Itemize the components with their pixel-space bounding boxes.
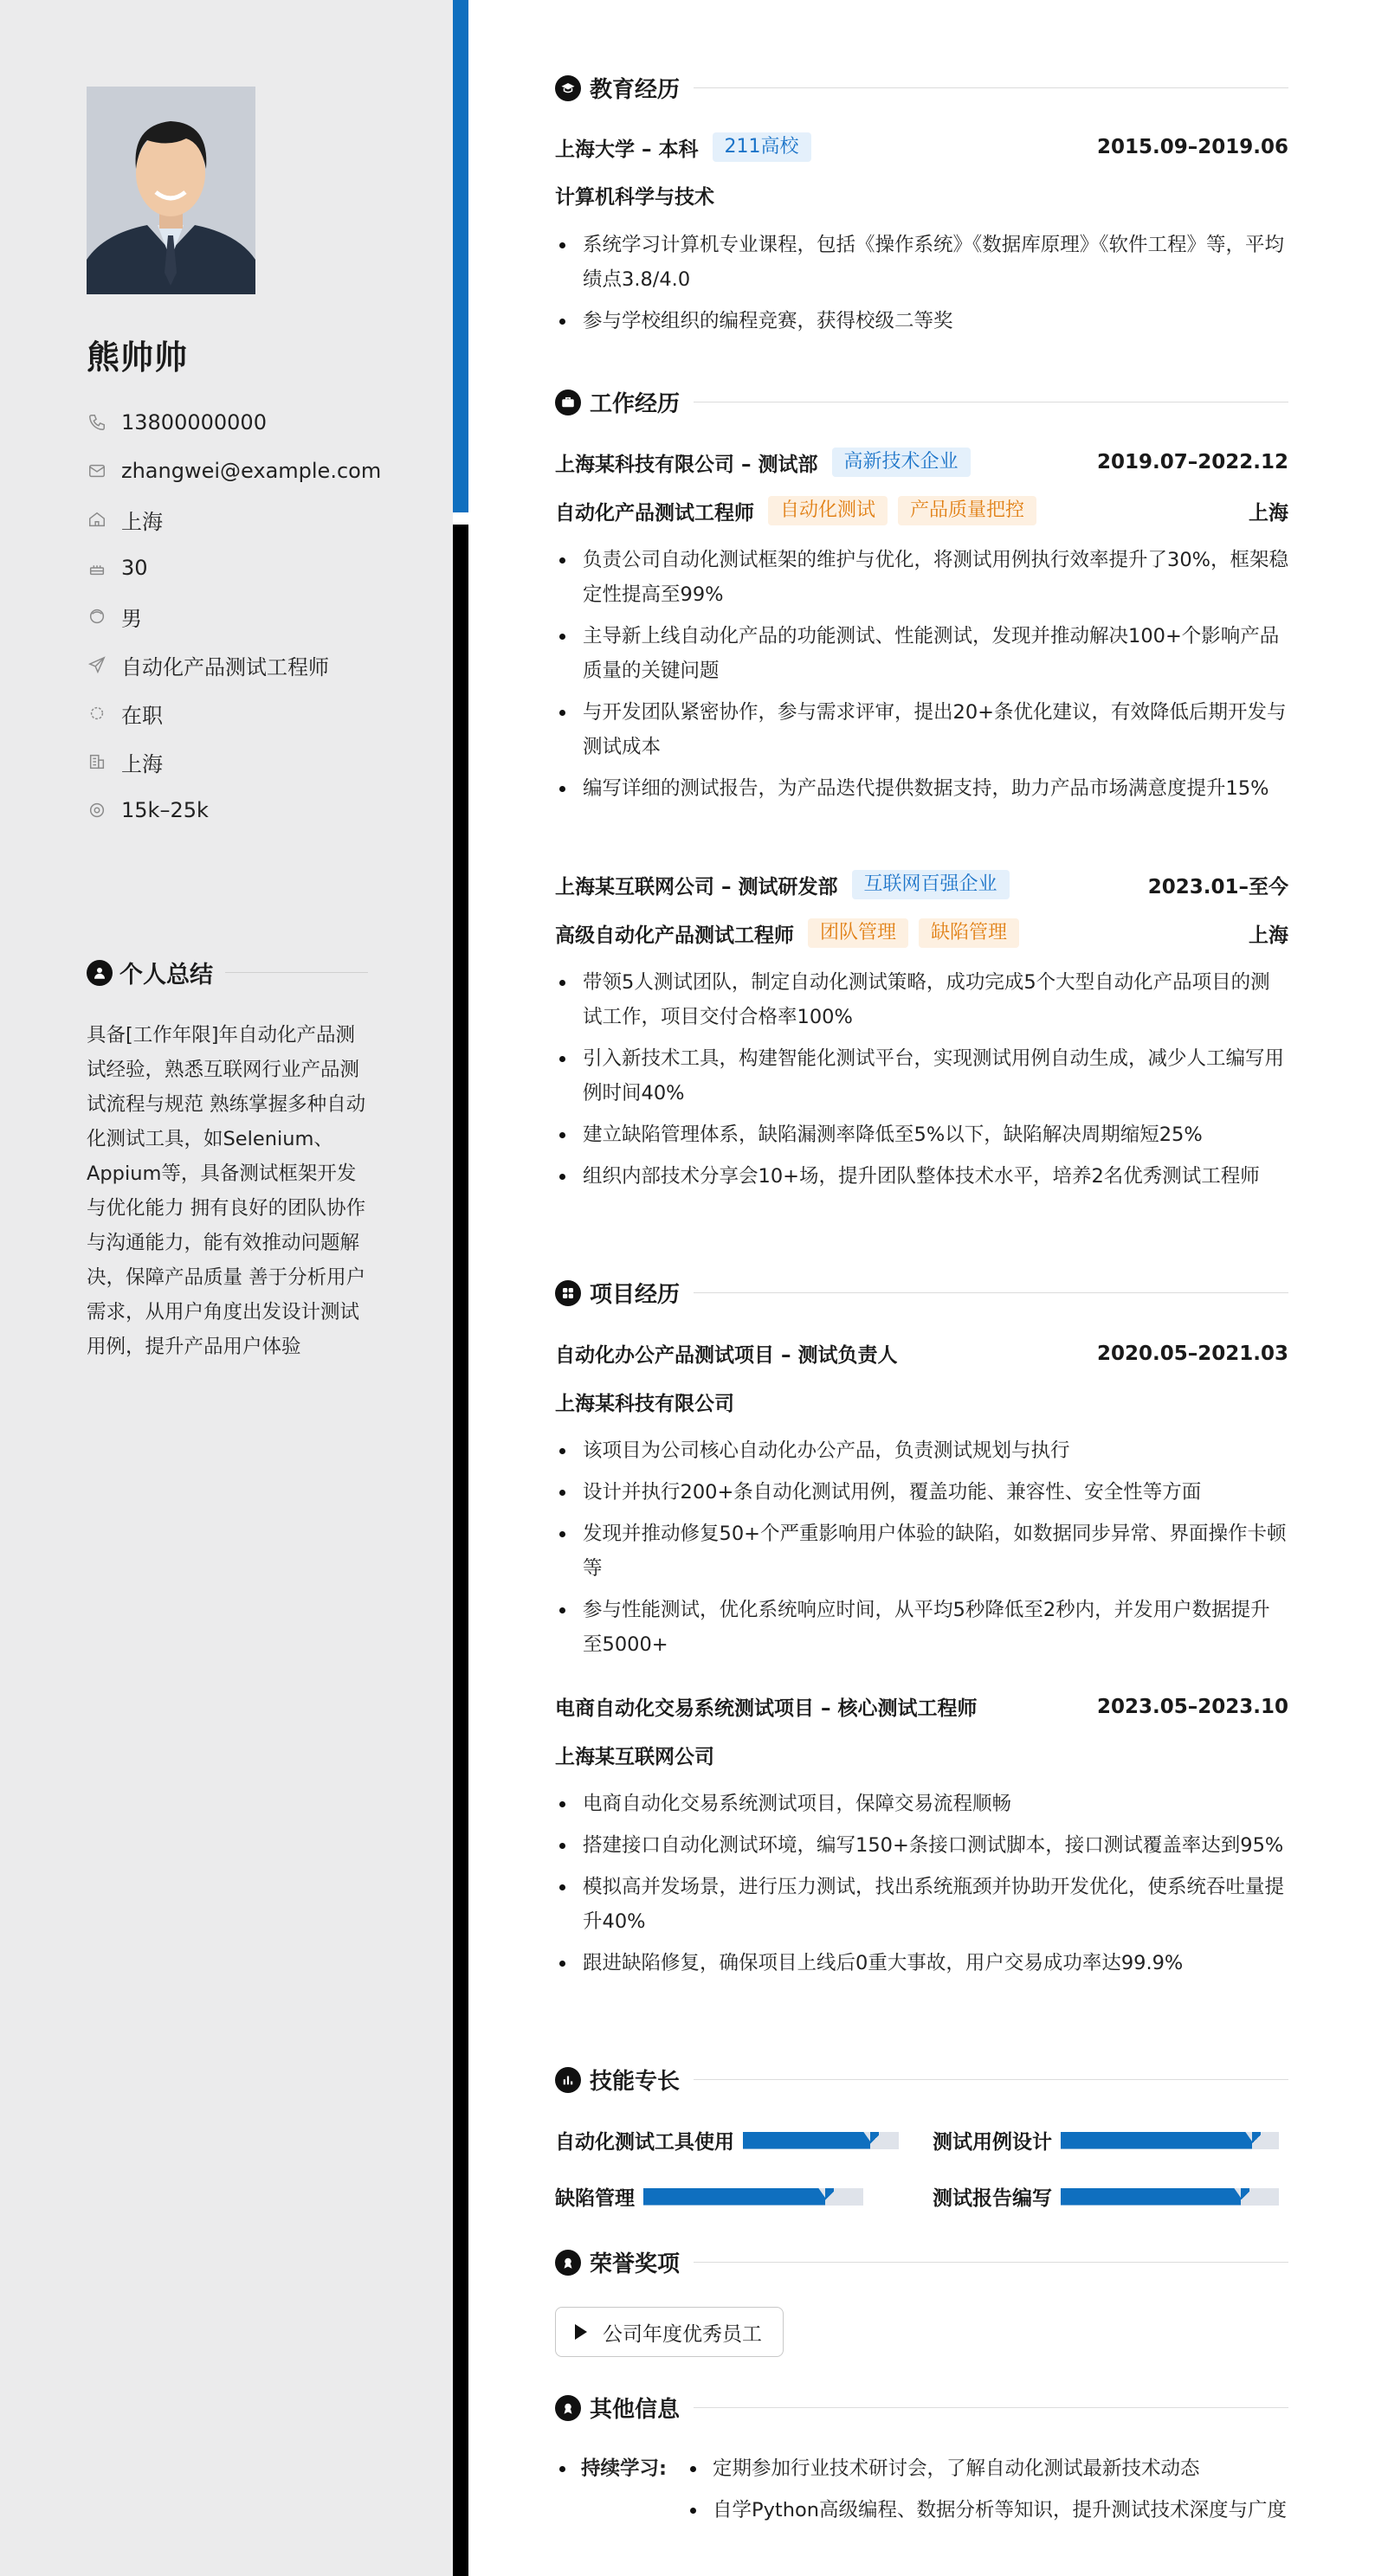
job-role-row [555, 496, 1288, 525]
skill-bar [1061, 2132, 1279, 2149]
project-bullets [555, 1433, 1288, 1669]
project-company: 上海某科技有限公司 [555, 1393, 734, 1415]
projects-title: 项目经历 [590, 1282, 681, 1308]
candidate-name: 熊帅帅 [87, 338, 189, 377]
list-item: 设计并执行200+条自动化测试用例，覆盖功能、兼容性、安全性等方面 [555, 1475, 1288, 1510]
list-item: 编写详细的测试报告，为产品迭代提供数据支持，助力产品市场满意度提升15% [555, 771, 1288, 806]
list-item: 主导新上线自动化产品的功能测试、性能测试，发现并推动解决100+个影响产品质量的关键问题 [555, 619, 1288, 688]
contact-info-list [87, 398, 381, 834]
role-tag: 缺陷管理 [919, 918, 1019, 948]
divider [694, 2407, 1288, 2408]
job-city: 上海 [1249, 924, 1288, 947]
skill-bar-edge [1241, 2188, 1249, 2206]
skills-title: 技能专长 [590, 2069, 681, 2095]
bar-chart-icon [555, 2067, 581, 2093]
school-name: 上海大学 – 本科 [555, 138, 699, 161]
skill-bar-edge [825, 2188, 834, 2206]
info-age [87, 544, 381, 592]
summary-title: 个人总结 [119, 962, 213, 989]
skill-item [555, 2126, 899, 2154]
info-text: 在职 [121, 703, 163, 728]
skill-bar [643, 2188, 863, 2206]
info-text: 13800000000 [121, 410, 267, 435]
work-title: 工作经历 [590, 391, 681, 417]
divider [694, 2079, 1288, 2080]
info-text: 30 [121, 556, 148, 580]
work-header [555, 386, 1288, 418]
info-text: 上海 [121, 751, 163, 776]
grid-icon [555, 1280, 581, 1306]
project-name: 自动化办公产品测试项目 – 测试负责人 [555, 1344, 898, 1367]
divider [225, 972, 368, 973]
job-bullets [555, 543, 1288, 813]
list-item: 负责公司自动化测试框架的维护与优化，将测试用例执行效率提升了30%，框架稳定性提高至99% [555, 543, 1288, 612]
play-icon [575, 2324, 587, 2340]
list-item: 跟进缺陷修复，确保项目上线后0重大事故，用户交易成功率达99.9% [555, 1946, 1288, 1980]
skill-bar-edge [870, 2132, 879, 2149]
list-item: 定期参加行业技术研讨会，了解自动化测试最新技术动态 [685, 2451, 1288, 2486]
skill-bar-fill [743, 2132, 875, 2149]
company-tag: 高新技术企业 [832, 448, 971, 477]
award-icon [555, 2395, 581, 2421]
education-bullets [555, 228, 1288, 345]
info-text: 自动化产品测试工程师 [121, 654, 329, 679]
project-company-row [555, 1388, 1288, 1416]
project-header-row [555, 1339, 1288, 1368]
job-period: 2023.01–至今 [1147, 875, 1288, 898]
job-role: 自动化产品测试工程师 [555, 501, 754, 525]
mail-icon [87, 460, 107, 481]
user-icon [87, 960, 113, 986]
cake-icon [87, 557, 107, 578]
info-city [87, 737, 381, 786]
skill-bar [743, 2132, 899, 2149]
job-header-row [555, 448, 1288, 477]
list-item: 系统学习计算机专业课程，包括《操作系统》《数据库原理》《软件工程》等，平均绩点3.8/4.0 [555, 228, 1288, 297]
skill-item [933, 2126, 1279, 2154]
list-item: 参与性能测试，优化系统响应时间，从平均5秒降低至2秒内，并发用户数据提升至5000+ [555, 1593, 1288, 1662]
info-text: zhangwei@example.com [121, 459, 382, 483]
project-period: 2020.05–2021.03 [1096, 1342, 1288, 1365]
other-list [685, 2451, 1288, 2534]
education-period: 2015.09–2019.06 [1096, 136, 1288, 158]
company-name: 上海某互联网公司 – 测试研发部 [555, 875, 838, 898]
project-name: 电商自动化交易系统测试项目 – 核心测试工程师 [555, 1697, 978, 1720]
info-email [87, 447, 381, 495]
list-item: 引入新技术工具，构建智能化测试平台，实现测试用例自动生成，减少人工编写用例时间40% [555, 1041, 1288, 1111]
job-period: 2019.07–2022.12 [1096, 451, 1288, 473]
skill-bar-fill [1061, 2132, 1257, 2149]
job-role: 高级自动化产品测试工程师 [555, 924, 794, 947]
graduation-cap-icon [555, 75, 581, 101]
phone-icon [87, 412, 107, 433]
award-item [555, 2307, 784, 2357]
skill-label: 缺陷管理 [555, 2187, 635, 2210]
education-title: 教育经历 [590, 77, 681, 103]
accent-stripe [453, 0, 468, 512]
skill-bar-edge [1252, 2132, 1261, 2149]
job-city: 上海 [1249, 501, 1288, 525]
job-bullets [555, 965, 1288, 1201]
other-label: 持续学习: [555, 2451, 667, 2486]
major-row [555, 181, 1288, 209]
school-tag: 211高校 [713, 132, 811, 162]
skills-header [555, 2064, 1288, 2096]
list-item: 带领5人测试团队，制定自动化测试策略，成功完成5个大型自动化产品项目的测试工作，项目交付合格率100% [555, 965, 1288, 1034]
honors-title: 荣誉奖项 [590, 2251, 681, 2277]
list-item: 参与学校组织的编程竞赛，获得校级二等奖 [555, 304, 1288, 338]
summary-header [87, 956, 368, 989]
major: 计算机科学与技术 [555, 186, 714, 209]
info-status [87, 689, 381, 737]
info-position [87, 641, 381, 689]
info-salary [87, 786, 381, 834]
divider-stripe [453, 525, 468, 2576]
other-header [555, 2392, 1288, 2424]
list-item: 电商自动化交易系统测试项目，保障交易流程顺畅 [555, 1787, 1288, 1821]
gender-icon [87, 606, 107, 627]
role-tag: 产品质量把控 [898, 496, 1036, 525]
project-period: 2023.05–2023.10 [1096, 1695, 1288, 1718]
skill-label: 测试报告编写 [933, 2187, 1052, 2210]
divider [694, 2262, 1288, 2263]
other-title: 其他信息 [590, 2397, 681, 2423]
building-icon [87, 751, 107, 772]
project-bullets [555, 1787, 1288, 1987]
info-phone [87, 398, 381, 447]
info-location [87, 495, 381, 544]
list-item: 发现并推动修复50+个严重影响用户体验的缺陷，如数据同步异常、界面操作卡顿等 [555, 1517, 1288, 1586]
skill-item [933, 2182, 1279, 2211]
divider [694, 1292, 1288, 1293]
info-gender [87, 592, 381, 641]
education-row [555, 132, 1288, 162]
avatar [87, 87, 255, 294]
list-item: 该项目为公司核心自动化办公产品，负责测试规划与执行 [555, 1433, 1288, 1468]
projects-header [555, 1277, 1288, 1309]
award-label: 公司年度优秀员工 [603, 2322, 762, 2346]
skill-bar [1061, 2188, 1279, 2206]
info-text: 上海 [121, 509, 163, 534]
salary-icon [87, 800, 107, 821]
education-header [555, 72, 1288, 104]
honors-header [555, 2246, 1288, 2278]
role-tag: 团队管理 [808, 918, 908, 948]
skill-label: 测试用例设计 [933, 2131, 1052, 2154]
project-header-row [555, 1692, 1288, 1721]
award-icon [555, 2250, 581, 2276]
skill-bar-fill [643, 2188, 830, 2206]
skill-label: 自动化测试工具使用 [555, 2131, 734, 2154]
list-item: 自学Python高级编程、数据分析等知识，提升测试技术深度与广度 [685, 2493, 1288, 2528]
home-icon [87, 509, 107, 530]
list-item: 模拟高并发场景，进行压力测试，找出系统瓶颈并协助开发优化，使系统吞吐量提升40% [555, 1870, 1288, 1939]
list-item: 建立缺陷管理体系，缺陷漏测率降低至5%以下，缺陷解决周期缩短25% [555, 1117, 1288, 1152]
list-item: 搭建接口自动化测试环境，编写150+条接口测试脚本，接口测试覆盖率达到95% [555, 1828, 1288, 1863]
project-company-row [555, 1741, 1288, 1769]
company-tag: 互联网百强企业 [852, 870, 1010, 899]
info-text: 男 [121, 606, 142, 631]
info-text: 15k–25k [121, 798, 209, 822]
skill-item [555, 2182, 863, 2211]
status-icon [87, 703, 107, 724]
skill-bar-fill [1061, 2188, 1246, 2206]
list-item: 组织内部技术分享会10+场，提升团队整体技术水平，培养2名优秀测试工程师 [555, 1159, 1288, 1194]
briefcase-icon [555, 390, 581, 415]
company-name: 上海某科技有限公司 – 测试部 [555, 453, 818, 476]
divider [694, 87, 1288, 88]
summary-text: 具备[工作年限]年自动化产品测试经验，熟悉互联网行业产品测试流程与规范 熟练掌握多种自动化测试工具，如Selenium、Appium等，具备测试框架开发与优化能力 拥有良好的团队协作与沟通能力，能有效推动问题解决，保障产品质量 善于分析用户需求，从用户角度出发设计测试用例，提升产品用户体验 [87, 1024, 366, 1358]
role-tag: 自动化测试 [768, 496, 888, 525]
project-company: 上海某互联网公司 [555, 1746, 714, 1768]
job-header-row [555, 870, 1288, 899]
list-item: 与开发团队紧密协作，参与需求评审，提出20+条优化建议，有效降低后期开发与测试成本 [555, 695, 1288, 764]
job-role-row [555, 918, 1288, 948]
send-icon [87, 654, 107, 675]
